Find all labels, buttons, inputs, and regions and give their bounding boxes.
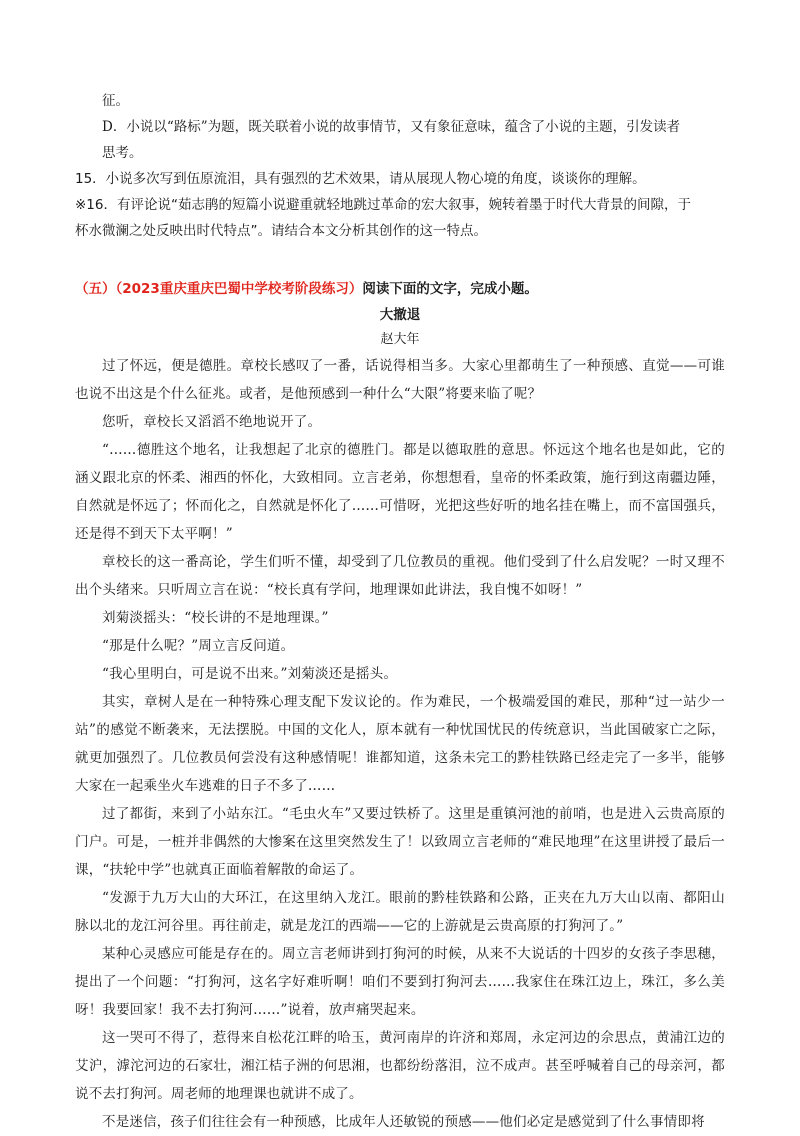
paragraph: 章校长的这一番高论，学生们听不懂，却受到了几位教员的重视。他们受到了什么启发呢？一时又理不出个头绪来。只听周立言在说：“校长真有学问，地理课如此讲法，我自愧不如呀！”: [75, 554, 725, 598]
paragraph: 这一哭可不得了，惹得来自松花江畔的哈玉，黄河南岸的许济和郑周，永定河边的佘思点，黄浦江边的艾沪，滹沱河边的石家壮，湘江桔子洲的何思湘，也都纷纷落泪，泣不成声。甚至呼喊着自己的母亲河，都说不去打狗河。周老师的地理课也就讲不成了。: [75, 1030, 725, 1102]
article-body: [75, 352, 725, 1136]
section-instruction: 阅读下面的文字，完成小题。: [362, 281, 538, 297]
question-16-line1: ※16．有评论说“茹志鹃的短篇小说避重就轻地跳过革命的宏大叙事，婉转着墨于时代大背景的间隙，于: [75, 197, 691, 213]
section-heading: [75, 276, 725, 302]
paragraph: 过了怀远，便是德胜。章校长感叹了一番，话说得相当多。大家心里都萌生了一种预感、直觉——可谁也说不出这是个什么征兆。或者，是他预感到一种什么“大限”将要来临了呢？: [75, 358, 725, 402]
paragraph: “那是什么呢？”周立言反问道。: [102, 638, 295, 654]
article-title: 大撤退: [379, 307, 421, 323]
option-c-tail: 征。: [102, 93, 129, 109]
section-source: （五）（2023重庆重庆巴蜀中学校考阶段练习）: [75, 281, 363, 297]
question-15: 15．小说多次写到伍原流泪，具有强烈的艺术效果，请从展现人物心境的角度，谈谈你的理解。: [75, 171, 646, 187]
paragraph: 您听，章校长又滔滔不绝地说开了。: [102, 414, 322, 430]
question-16-line2: 杯水微澜之处反映出时代特点”。请结合本文分析其创作的这一特点。: [75, 223, 487, 239]
paragraph: 其实，章树人是在一种特殊心理支配下发议论的。作为难民，一个极端爱国的难民，那种“过一站少一站”的感觉不断袭来，无法摆脱。中国的文化人，原本就有一种忧国忧民的传统意识，当此国破家亡之际，就更加强烈了。几位教员何尝没有这种感情呢！谁都知道，这条未完工的黔桂铁路已经走完了一多半，能够大家在一起乘坐火车逃难的日子不多了……: [75, 694, 725, 794]
paragraph: 某种心灵感应可能是存在的。周立言老师讲到打狗河的时候，从来不大说话的十四岁的女孩子李思穗，提出了一个问题：“打狗河，这名字好难听啊！咱们不要到打狗河去……我家住在珠江边上，珠江，多么美呀！我要回家！我不去打狗河……”说着，放声痛哭起来。: [75, 946, 725, 1018]
article-author: 赵大年: [380, 332, 420, 347]
paragraph: 过了都街，来到了小站东江。“毛虫火车”又要过铁桥了。这里是重镇河池的前哨，也是进入云贵高原的门户。可是，一桩并非偶然的大惨案在这里突然发生了！以致周立言老师的“难民地理”在这里讲授了最后一课，“扶轮中学”也就真正面临着解散的命运了。: [75, 806, 725, 878]
paragraph: “我心里明白，可是说不出来。”刘菊淡还是摇头。: [102, 666, 398, 682]
paragraph: 不是迷信，孩子们往往会有一种预感，比成年人还敏锐的预感——他们必定是感觉到了什么事情即将: [102, 1114, 705, 1130]
option-d-line2: 思考。: [102, 145, 143, 161]
option-d-line1: D．小说以“路标”为题，既关联着小说的故事情节，又有象征意味，蕴含了小说的主题，引发读者: [102, 119, 681, 135]
paragraph: 刘菊淡摇头：“校长讲的不是地理课。”: [102, 610, 329, 626]
paragraph: “发源于九万大山的大环江，在这里纳入龙江。眼前的黔桂铁路和公路，正夹在九万大山以南、都阳山脉以北的龙江河谷里。再往前走，就是龙江的西端——它的上游就是云贵高原的打狗河了。”: [75, 890, 725, 934]
paragraph: “……德胜这个地名，让我想起了北京的德胜门。都是以德取胜的意思。怀远这个地名也是如此，它的涵义跟北京的怀柔、湘西的怀化，大致相同。立言老弟，你想想看，皇帝的怀柔政策，施行到这南疆边陲，自然就是怀远了；怀而化之，自然就是怀化了……可惜呀，光把这些好听的地名挂在嘴上，而不富国强兵，还是得不到天下太平啊！”: [75, 442, 725, 542]
